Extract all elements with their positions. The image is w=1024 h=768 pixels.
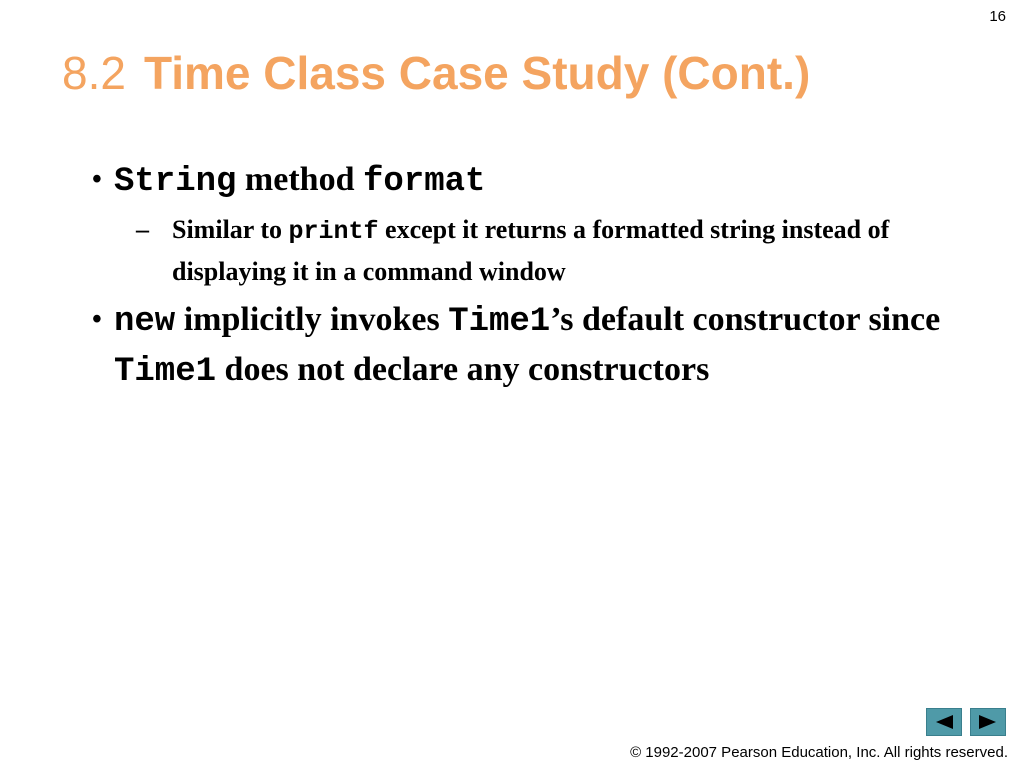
- bullet-dot: •: [92, 164, 102, 195]
- code-time1: Time1: [114, 353, 217, 391]
- slide-navigation: [926, 708, 1006, 736]
- bullet-string-format: [92, 156, 972, 292]
- bullet-new-constructor: [92, 296, 972, 396]
- bullet-text: ’s default constructor since: [550, 301, 941, 338]
- bullet-text: implicitly invokes: [175, 301, 449, 338]
- title-section-number: 8.2: [62, 47, 126, 99]
- bullet-text: method: [236, 161, 363, 198]
- title-text: Time Class Case Study (Cont.): [143, 47, 811, 99]
- code-time1: Time1: [448, 303, 551, 341]
- sub-bullet-text: except it returns a formatted string instead of displaying it in a command window: [172, 215, 890, 286]
- sub-bullet-text: Similar to: [172, 215, 289, 244]
- slide-title: [62, 44, 810, 102]
- code-printf: printf: [288, 217, 379, 246]
- next-slide-button[interactable]: [970, 708, 1006, 736]
- copyright-notice: © 1992-2007 Pearson Education, Inc. All rights reserved.: [630, 744, 1008, 761]
- sub-list: [114, 210, 972, 292]
- code-new: new: [114, 303, 176, 341]
- code-format: format: [362, 163, 486, 201]
- triangle-left-icon: [933, 714, 955, 730]
- slide-content: [92, 156, 972, 396]
- bullet-dot: •: [92, 304, 102, 335]
- sub-bullet-printf: [114, 210, 972, 292]
- code-string: String: [114, 163, 237, 201]
- bullet-text: does not declare any constructors: [216, 351, 710, 388]
- page-number: 16: [989, 8, 1006, 25]
- sub-bullet-dash: –: [136, 215, 149, 244]
- triangle-right-icon: [977, 714, 999, 730]
- previous-slide-button[interactable]: [926, 708, 962, 736]
